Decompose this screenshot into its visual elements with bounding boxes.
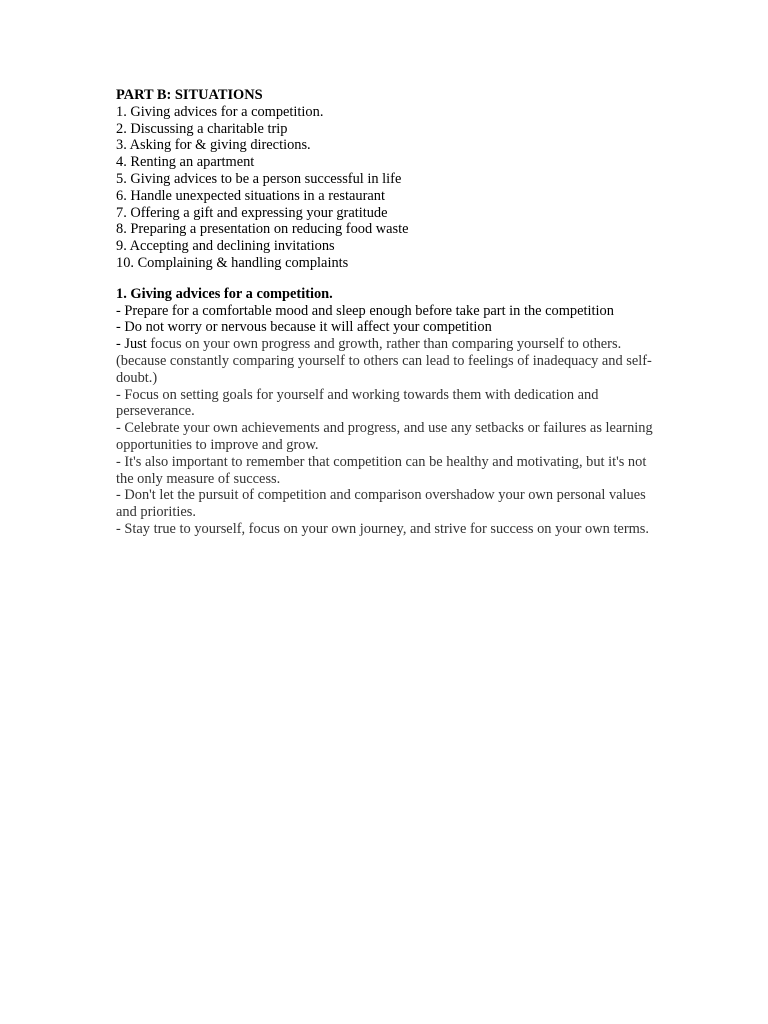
section-title: 1. Giving advices for a competition. [116,285,333,302]
list-item: 2. Discussing a charitable trip [116,120,288,137]
advice-text: focus on your own progress and growth, rather than comparing yourself to others. (because constantly comparing yourself to others can lead to feelings of inadequacy and self-doubt.) [116,336,652,386]
advice-line: - It's also important to remember that competition can be healthy and motivating, but it's not the only measure of success. [116,453,647,487]
list-item: 10. Complaining & handling complaints [116,254,349,271]
list-item: 8. Preparing a presentation on reducing food waste [116,221,409,238]
list-item: 3. Asking for & giving directions. [116,137,311,154]
advice-line: - Prepare for a comfortable mood and sleep enough before take part in the competition [116,302,614,319]
advice-line: - Stay true to yourself, focus on your own journey, and strive for success on your own terms. [116,520,650,537]
part-title: PART B: SITUATIONS [116,87,263,103]
list-item: 4. Renting an apartment [116,154,255,171]
advice-line: - Don't let the pursuit of competition and comparison overshadow your own personal values and priorities. [116,487,646,521]
situations-list [116,104,661,272]
spacer [116,272,661,286]
advice-line: - Do not worry or nervous because it will affect your competition [116,319,492,336]
list-item: 1. Giving advices for a competition. [116,103,324,120]
list-item: 9. Accepting and declining invitations [116,238,335,255]
document-page [116,87,661,538]
list-item: 7. Offering a gift and expressing your gratitude [116,204,388,221]
list-item: 6. Handle unexpected situations in a restaurant [116,187,385,204]
list-item: 5. Giving advices to be a person successful in life [116,170,402,187]
advice-line: - Focus on setting goals for yourself and working towards them with dedication and perseverance. [116,386,599,420]
advice-line: - Celebrate your own achievements and progress, and use any setbacks or failures as learning opportunities to improve and grow. [116,420,653,453]
advice-prefix: - Just [116,336,147,353]
advice-line [116,336,661,386]
